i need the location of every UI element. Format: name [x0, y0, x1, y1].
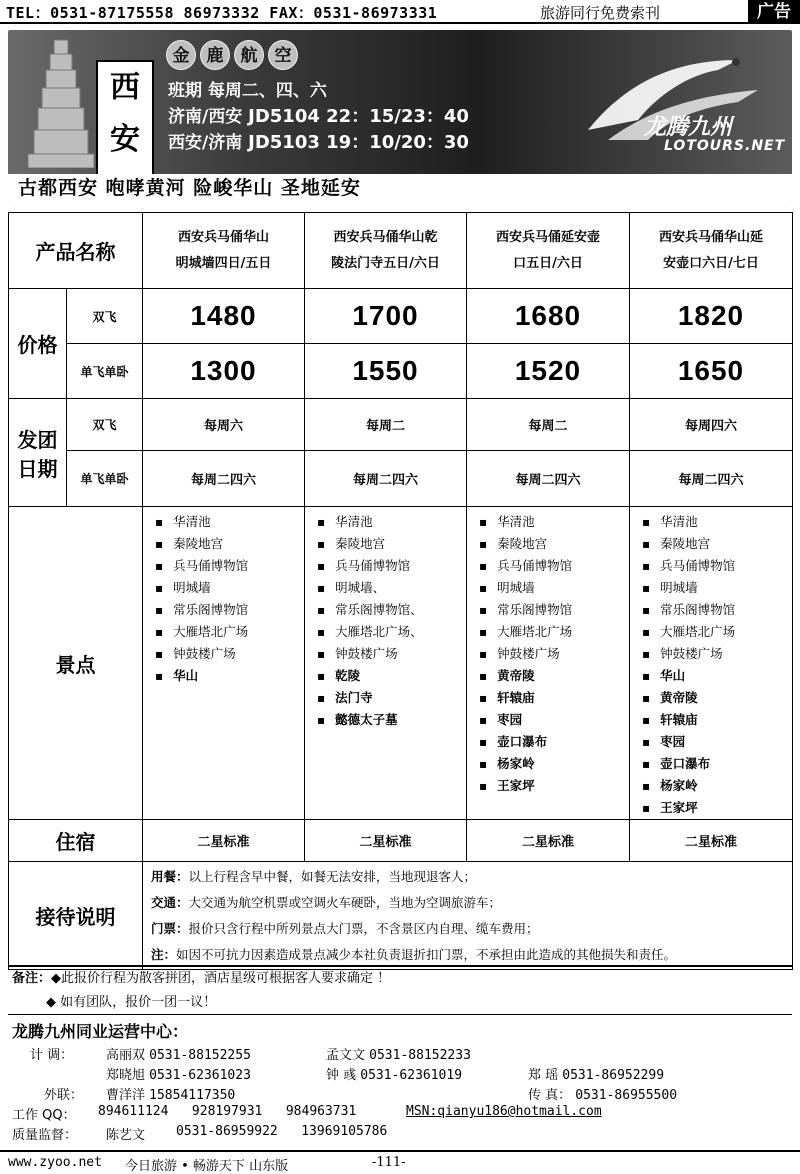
sight-item: ▪ 黄帝陵 — [642, 687, 792, 709]
remark-line: ◆ 如有团队，报价一团一议！ — [46, 995, 217, 1010]
airline-char: 空 — [268, 40, 298, 70]
sight-item: ▪ 枣园 — [642, 731, 792, 753]
sight-item: ▪ 懿德太子墓 — [317, 709, 466, 731]
quality-name: 陈艺文 — [106, 1128, 146, 1143]
table-row — [9, 289, 793, 344]
table-row — [9, 862, 793, 970]
logo-url: LOTOURS.NET — [664, 138, 786, 154]
sight-item: ▪ 轩辕庙 — [479, 687, 629, 709]
sight-item: ▪ 华清池 — [155, 511, 304, 533]
date-cell: 每周四六 — [630, 399, 793, 451]
product-name-line: 西安兵马俑华山 — [177, 229, 269, 245]
header-slogan: 旅游同行免费索刊 — [540, 4, 661, 22]
product-name-line: 口五日/六日 — [513, 255, 583, 271]
note-label: 注： — [151, 946, 177, 962]
sight-item: ▪ 壶口瀑布 — [479, 731, 629, 753]
row-head-product: 产品名称 — [9, 213, 143, 289]
contact-entry — [528, 1064, 664, 1083]
contact-phone: 0531-62361023 — [149, 1068, 251, 1083]
sight-item: ▪ 秦陵地宫 — [642, 533, 792, 555]
contact-entry — [326, 1064, 462, 1083]
contact-phone: 0531-88152233 — [369, 1048, 471, 1063]
stay-cell: 二星标准 — [143, 820, 305, 862]
sight-item: ▪ 明城墙 — [155, 577, 304, 599]
sight-item: ▪ 枣园 — [479, 709, 629, 731]
price-cell: 1300 — [143, 344, 305, 399]
row-head-notes: 接待说明 — [9, 862, 143, 970]
header-contact: TEL：0531-87175558 86973332 FAX：0531-86973331 — [6, 4, 438, 22]
sight-item: ▪ 常乐阁博物馆 — [155, 599, 304, 621]
sight-item: ▪ 大雁塔北广场 — [479, 621, 629, 643]
banner — [8, 30, 792, 202]
sight-item: ▪ 王家坪 — [479, 775, 629, 797]
sight-item: ▪ 王家坪 — [642, 797, 792, 819]
sights-list — [642, 511, 792, 819]
product-name-line: 西安兵马俑华山乾 — [333, 229, 438, 245]
table-row — [9, 820, 793, 862]
sight-item: ▪ 秦陵地宫 — [317, 533, 466, 555]
remarks — [8, 965, 792, 1015]
sight-item: ▪ 兵马俑博物馆 — [479, 555, 629, 577]
note-line — [151, 890, 792, 916]
contact-name: 郑 瑶 — [528, 1068, 559, 1083]
price-cell: 1680 — [467, 289, 630, 344]
sight-item: ▪ 常乐阁博物馆 — [479, 599, 629, 621]
sights-list — [317, 511, 466, 731]
note-label: 交通： — [151, 894, 189, 910]
product-name-line: 西安兵马俑延安壶 — [495, 229, 600, 245]
contact-name: 孟文文 — [326, 1048, 366, 1063]
price-cell: 1480 — [143, 289, 305, 344]
sights-list — [155, 511, 304, 687]
note-label: 用餐： — [151, 868, 189, 884]
banner-tagline: 古都西安 咆哮黄河 险峻华山 圣地延安 — [8, 174, 792, 202]
notes-cell — [143, 862, 793, 970]
top-bar — [0, 0, 800, 24]
stay-cell: 二星标准 — [305, 820, 467, 862]
row-head-stay: 住宿 — [9, 820, 143, 862]
product-name — [305, 213, 467, 289]
note-text: 大交通为航空机票或空调火车硬卧，当地为空调旅游车； — [188, 894, 502, 910]
sight-item: ▪ 钟鼓楼广场 — [479, 643, 629, 665]
table-row — [9, 451, 793, 507]
sub-head-single: 单飞单卧 — [67, 344, 143, 399]
contact-phone: 15854117350 — [149, 1088, 236, 1103]
city-title — [96, 60, 154, 176]
city-char-1: 西 — [110, 70, 140, 105]
contact-phone: 0531-88152255 — [149, 1048, 251, 1063]
sight-item: ▪ 大雁塔北广场 — [642, 621, 792, 643]
table-row — [9, 507, 793, 820]
sight-item: ▪ 大雁塔北广场 — [155, 621, 304, 643]
flight1-route: 济南/西安 — [168, 107, 243, 127]
sight-item: ▪ 钟鼓楼广场 — [317, 643, 466, 665]
sight-item: ▪ 兵马俑博物馆 — [642, 555, 792, 577]
logo-text: 龙腾九州 — [644, 115, 733, 140]
product-name — [467, 213, 630, 289]
flight-schedule — [168, 78, 469, 156]
contact-name: 曹洋洋 — [106, 1088, 146, 1103]
stay-cell: 二星标准 — [467, 820, 630, 862]
remark-line — [8, 967, 792, 991]
sub-head-double: 双飞 — [67, 399, 143, 451]
flight1-code: JD5104 22：15/23：40 — [248, 106, 469, 127]
sight-item: ▪ 华清池 — [479, 511, 629, 533]
remark-label: 备注： — [12, 971, 52, 986]
contact-entry — [106, 1044, 251, 1063]
dispatch-label: 计 调： — [30, 1048, 74, 1063]
note-label: 门票： — [151, 920, 189, 936]
sights-cell — [143, 507, 305, 820]
row-head-price: 价格 — [9, 289, 67, 399]
remark-text: ◆此报价行程为散客拼团，酒店星级可根据客人要求确定 ！ — [51, 971, 391, 986]
note-line — [151, 942, 792, 968]
footer-site[interactable]: www.zyoo.net — [8, 1155, 102, 1170]
footer-slogan: 今日旅游 • 畅游天下 山东版 — [125, 1159, 289, 1174]
contact-name: 高丽双 — [106, 1048, 146, 1063]
page-number: -111- — [372, 1155, 406, 1170]
product-table — [8, 212, 793, 970]
product-name — [630, 213, 793, 289]
sight-item: ▪ 杨家岭 — [642, 775, 792, 797]
sight-item: ▪ 华山 — [642, 665, 792, 687]
sight-item: ▪ 杨家岭 — [479, 753, 629, 775]
sight-item: ▪ 钟鼓楼广场 — [642, 643, 792, 665]
sight-item: ▪ 钟鼓楼广场 — [155, 643, 304, 665]
price-cell: 1700 — [305, 289, 467, 344]
footer — [0, 1150, 800, 1172]
sights-cell — [467, 507, 630, 820]
flight2-route: 西安/济南 — [168, 133, 243, 153]
flight-line-1 — [168, 104, 469, 130]
note-text: 以上行程含早中餐，如餐无法安排，当地现退客人； — [188, 868, 477, 884]
sight-item: ▪ 华清池 — [642, 511, 792, 533]
date-cell: 每周六 — [143, 399, 305, 451]
date-cell: 每周二四六 — [467, 451, 630, 507]
sights-list — [479, 511, 629, 797]
contact-entry — [106, 1084, 235, 1103]
sight-item: ▪ 大雁塔北广场、 — [317, 621, 466, 643]
external-label: 外联： — [44, 1088, 84, 1103]
note-line — [151, 916, 792, 942]
product-name-line: 安壶口六日/七日 — [663, 255, 759, 271]
price-cell: 1820 — [630, 289, 793, 344]
sub-head-single: 单飞单卧 — [67, 451, 143, 507]
stay-cell: 二星标准 — [630, 820, 793, 862]
note-text: 如因不可抗力因素造成景点减少本社负责退折扣门票，不承担由此造成的其他损失和责任。 — [176, 946, 677, 962]
date-cell: 每周二 — [467, 399, 630, 451]
contact-phone: 0531-62361019 — [360, 1068, 463, 1083]
sight-item: ▪ 轩辕庙 — [642, 709, 792, 731]
sight-item: ▪ 法门寺 — [317, 687, 466, 709]
ad-badge: 广告 — [748, 0, 800, 24]
sight-item: ▪ 华山 — [155, 665, 304, 687]
contact-name: 钟 彧 — [326, 1068, 357, 1083]
airline-char: 航 — [234, 40, 264, 70]
sight-item: ▪ 秦陵地宫 — [479, 533, 629, 555]
schedule-line: 班期 每周二、四、六 — [168, 81, 327, 101]
flight2-code: JD5103 19：10/20：30 — [248, 132, 469, 153]
flight-line-2 — [168, 130, 469, 156]
msn-link[interactable]: MSN:qianyu186@hotmail.com — [406, 1104, 602, 1119]
sights-cell — [630, 507, 793, 820]
sight-item: ▪ 兵马俑博物馆 — [317, 555, 466, 577]
fax-number: 0531-86955500 — [575, 1088, 678, 1103]
date-cell: 每周二四六 — [143, 451, 305, 507]
center-title: 龙腾九州同业运营中心： — [12, 1022, 189, 1041]
contact-entry — [528, 1084, 677, 1103]
airline-name — [166, 40, 298, 70]
quality-label: 质量监督： — [12, 1128, 78, 1143]
qq-label: 工作 QQ： — [12, 1108, 76, 1123]
city-char-2: 安 — [110, 122, 140, 157]
contact-phone: 0531-86952299 — [562, 1068, 665, 1083]
date-cell: 每周二 — [305, 399, 467, 451]
price-cell: 1550 — [305, 344, 467, 399]
quality-phones: 0531-86959922 13969105786 — [176, 1124, 388, 1139]
product-name-line: 西安兵马俑华山延 — [658, 229, 763, 245]
product-name-line: 明城墙四日/五日 — [175, 255, 272, 271]
contact-entry — [106, 1064, 251, 1083]
row-head-depart: 发团日期 — [9, 399, 67, 507]
price-cell: 1520 — [467, 344, 630, 399]
note-text: 报价只含行程中所列景点大门票，不含景区内自理、缆车费用； — [188, 920, 539, 936]
date-cell: 每周二四六 — [630, 451, 793, 507]
pagoda-icon — [26, 38, 96, 168]
price-cell: 1650 — [630, 344, 793, 399]
sight-item: ▪ 兵马俑博物馆 — [155, 555, 304, 577]
sight-item: ▪ 明城墙 — [642, 577, 792, 599]
sight-item: ▪ 常乐阁博物馆 — [642, 599, 792, 621]
sight-item: ▪ 乾陵 — [317, 665, 466, 687]
sight-item: ▪ 华清池 — [317, 511, 466, 533]
sight-item: ▪ 黄帝陵 — [479, 665, 629, 687]
contact-name: 郑晓旭 — [106, 1068, 146, 1083]
sight-item: ▪ 秦陵地宫 — [155, 533, 304, 555]
product-name — [143, 213, 305, 289]
sight-item: ▪ 壶口瀑布 — [642, 753, 792, 775]
sight-item: ▪ 明城墙、 — [317, 577, 466, 599]
qq-numbers: 894611124 928197931 984963731 — [98, 1104, 357, 1119]
table-row — [9, 344, 793, 399]
row-head-sights: 景点 — [9, 507, 143, 820]
sub-head-double: 双飞 — [67, 289, 143, 344]
sight-item: ▪ 明城墙 — [479, 577, 629, 599]
sight-item: ▪ 常乐阁博物馆、 — [317, 599, 466, 621]
date-cell: 每周二四六 — [305, 451, 467, 507]
airline-char: 金 — [166, 40, 196, 70]
table-row — [9, 213, 793, 289]
sights-cell — [305, 507, 467, 820]
fax-label: 传 真： — [528, 1088, 572, 1103]
contact-entry — [326, 1044, 471, 1063]
airline-char: 鹿 — [200, 40, 230, 70]
table-row — [9, 399, 793, 451]
note-line — [151, 864, 792, 890]
product-name-line: 陵法门寺五日/六日 — [331, 255, 440, 271]
